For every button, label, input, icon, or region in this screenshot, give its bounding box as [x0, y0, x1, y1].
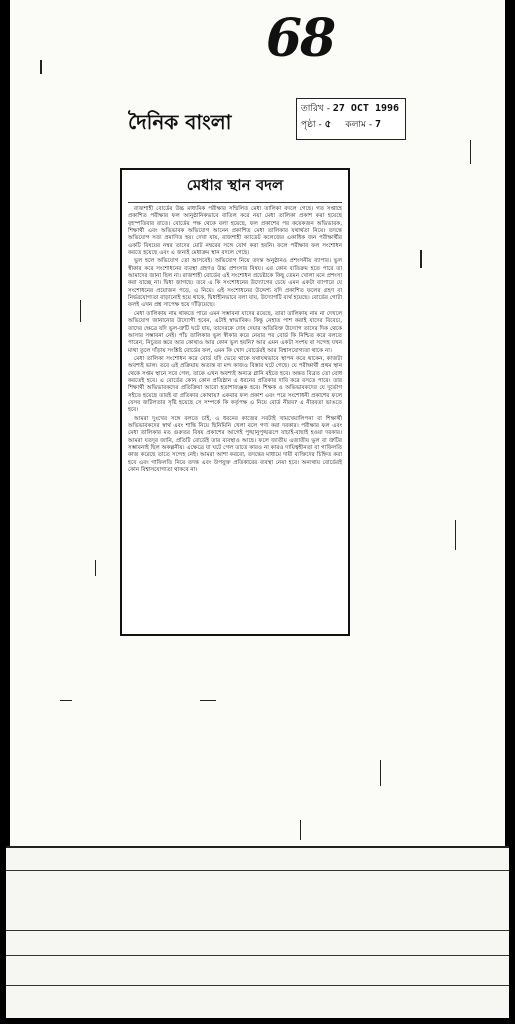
divider	[6, 930, 509, 931]
article-paragraph: মেধা তালিকায় নাম থাকতে পারে এমন সম্ভাবনা যাদের রয়েছে, তারা তালিকায় নাম না দেখলে অভিযোগ জানানোর উদ্যোগী হবেন, এটাই স্বাভাবিক। কিন্তু নেহাত পাশ করাই যাদের বিবেচ্য, তাদের ক্ষেত্রে যদি ভুল-ত্রুটি ঘটে যায়, তাদেরকে দোষ দেয়ার অতিরিক্ত উদ্যোগ তাদের দিক থেকে আসার সম্ভাবনা নেই। পাঁচ তালিকার ভুল স্বীকার করে নেয়ার পর বোর্ড কি নিশ্চিত করে বলতে পারেন, নিচুতর স্তরে আর কোথাও আর কোন ভুল হয়নি? আর এমন একটা সংশয় বা সন্দেহ যখন মাথা তুলে দাঁড়ায় সংশ্লিষ্ট বোর্ডের ফল, এমন কি খোদ বোর্ডেরই আর বিশ্বাসযোগ্যতা থাকে না।	[128, 310, 342, 354]
scan-noise	[380, 760, 381, 786]
handwritten-page-number: 68	[265, 8, 335, 69]
stamp-date-value: 27 OCT 1996	[332, 103, 400, 114]
stamp-column-value: 7	[375, 118, 382, 130]
article-clipping	[120, 168, 350, 636]
date-stamp: তারিখ - 27 OCT 1996 পৃষ্ঠা - ৫ কলাম - 7	[296, 98, 406, 140]
stamp-page-value: ৫	[324, 118, 332, 130]
scan-noise	[470, 140, 471, 164]
article-headline: মেধার স্থান বদল	[128, 174, 342, 203]
scan-noise	[200, 700, 216, 701]
stamp-date-label: তারিখ	[301, 104, 324, 114]
article-paragraph: ভুল হলে অভিযোগ তো আসবেই। অভিযোগ নিয়ে তদন্ত অনুষ্ঠানও প্রশংসনীয় ব্যাপার। ভুল স্বীকার করে সংশোধনের ব্যবস্থা গ্রহণও উচ্চ প্রশংসার বিষয়। এর কোন ব্যতিক্রম হতে পারে তা আমাদের জানা ছিল না। রাজশাহী বোর্ডের এই সংশোধন প্রচেষ্টাকে কিছু তেমন খোলা মনে প্রশংসা করা যাচ্ছে না। দ্বিধা জাগছে। তবে এ কি সংশোধনের উদ্যোগের চেয়ে এমন একটা ব্যাপারে যে সংশোধনের প্রয়োজন পড়ে, এ নিয়ে। এই সংশোধনের উদ্দেশ্য যদি প্রকাশিত ফলের গ্রহণ বা নির্ভরযোগ্যতা বাড়ানোই হয়ে থাকে, দ্বিধাহীনভাবে বলা যায়, উদ্যোগটি ব্যর্থ হয়েছে। বোর্ডের গোটা ফলই এখন প্রশ্ন সাপেক্ষ হয়ে দাঁড়িয়েছে।	[128, 258, 342, 309]
scan-noise	[455, 520, 456, 550]
article-paragraph: মেধা তালিকা সংশোধন করে বোর্ড যদি ভেবে থাকে যথাযথভাবে স্থাপন করে থাকেন, কাজটা অবশ্যই ভাল। তবে এই প্রক্রিয়ায় অত্যন্ত বা মন্দ কাজও বিস্তার ঘটে গেছে। যে পরীক্ষার্থী প্রথম স্থান থেকে সপ্তম স্থানে সরে গেল, তাকে এখন অবশ্যই অন্যত্র গ্লানি বইতে হবে। অন্তত বিব্রত তো বোধ করতেই হবে। এ বোর্ডের কোন কোন প্রতিষ্ঠান এ ধরনের প্রতিকার দাবি করে বসতে পারে। তার শিক্ষার্থী অভিভাবকদের প্রতিক্রিয়া আরো হতাশাব্যঞ্জক হবে। শিক্ষক ও অভিভাবকদের যে দুর্ভোগ সইতে হয়েছে তারই বা প্রতিকার কোথায়? একবার ফল প্রকাশ এবং পরে সংশোধনী প্রকাশের ফলে যেসব জটিলতার সৃষ্টি হয়েছে সে সম্পর্কে কি কর্তৃপক্ষ এ নিয়ে বোর্ড নীরব? এ নীরবতা ভাঙতে হবে।	[128, 355, 342, 414]
scan-noise	[420, 250, 422, 268]
newspaper-name: দৈনিক বাংলা	[128, 110, 232, 134]
scan-noise	[80, 300, 81, 322]
scan-noise	[300, 820, 301, 840]
scan-noise	[95, 560, 96, 576]
stamp-column-label: কলাম	[345, 119, 367, 130]
divider	[6, 985, 509, 986]
scan-noise	[40, 60, 42, 74]
lower-sheet-edge	[6, 846, 509, 1018]
article-paragraph: রাজশাহী বোর্ডের উচ্চ মাধ্যমিক পরীক্ষার সম্মিলিত মেধা তালিকা বদলে গেছে। গত সপ্তাহে প্রকাশিত পরীক্ষার ফল আনুষ্ঠানিকভাবে বাতিল করে নয়া মেধা তালিকা প্রকাশ করা হয়েছে বৃহস্পতিবার রাতে। বোর্ডের পক্ষ থেকে বলা হয়েছে, ফল প্রকাশের পর কয়েকজন অভিভাবক, শিক্ষার্থী এবং অভিভাবক অভিযোগ আনেন প্রকাশিত মেধা তালিকার যথার্থতা নিয়ে। তদন্তে অভিযোগ সত্য প্রমাণিত হয়। দেখা যায়, রাজশাহী ক্যাডেট কলেজের একাধিক জন পরীক্ষার্থীর একটি বিষয়ের নম্বর তাদের মোট নম্বরের সঙ্গে যোগ করা হয়নি। ফলে পরীক্ষার ফল সংশোধন করতে হয়েছে এবং এ জন্যই মেধাক্রম স্থান বদলে গেছে।	[128, 206, 342, 257]
stamp-page-label: পৃষ্ঠা	[301, 119, 316, 130]
article-paragraph: আমরা দুঃখের সঙ্গে বলতে চাই, এ ধরনের কাজের সবটাই খামখেয়ালিপনা বা শিক্ষার্থী অভিভাবকদের স্বার্থ এবং শান্তি নিয়ে ছিনিমিনি খেলা বলে গণ্য করা দরকার। পরীক্ষার ফল এবং মেধা তালিকার মত গুরুতর বিষয় প্রকাশের আগেই পুঙ্খানুপুঙ্খরূপে যাচাই-বাছাই হওয়া দরকার। আমরা যতদূর জানি, প্রতিটি বোর্ডেই তার ব্যবস্থাও আছে। ফলে জাতীয় এজাতীয় ভুল বা ত্রুটির সম্ভাবনাই ছিল অকল্পনীয়। এক্ষেত্রে যা ঘটে গেল তাতে কারও না কারও দায়িত্বহীনতা বা গাফিলতি কাজ করেছে তাতে সন্দেহ নেই। আমরা আশা করবো, তদন্তের মাধ্যমে দায়ী ব্যক্তিদের চিহ্নিত করা হবে এবং গাফিলতি নিয়ে তদন্ত এবং উপযুক্ত প্রতিকারের ব্যবস্থা নেয়া হবে। অন্যথায় বোর্ডেরই কোন বিশ্বাসযোগ্যতা থাকবে না।	[128, 415, 342, 474]
divider	[6, 955, 509, 956]
divider	[6, 870, 509, 871]
scan-noise	[60, 700, 72, 701]
